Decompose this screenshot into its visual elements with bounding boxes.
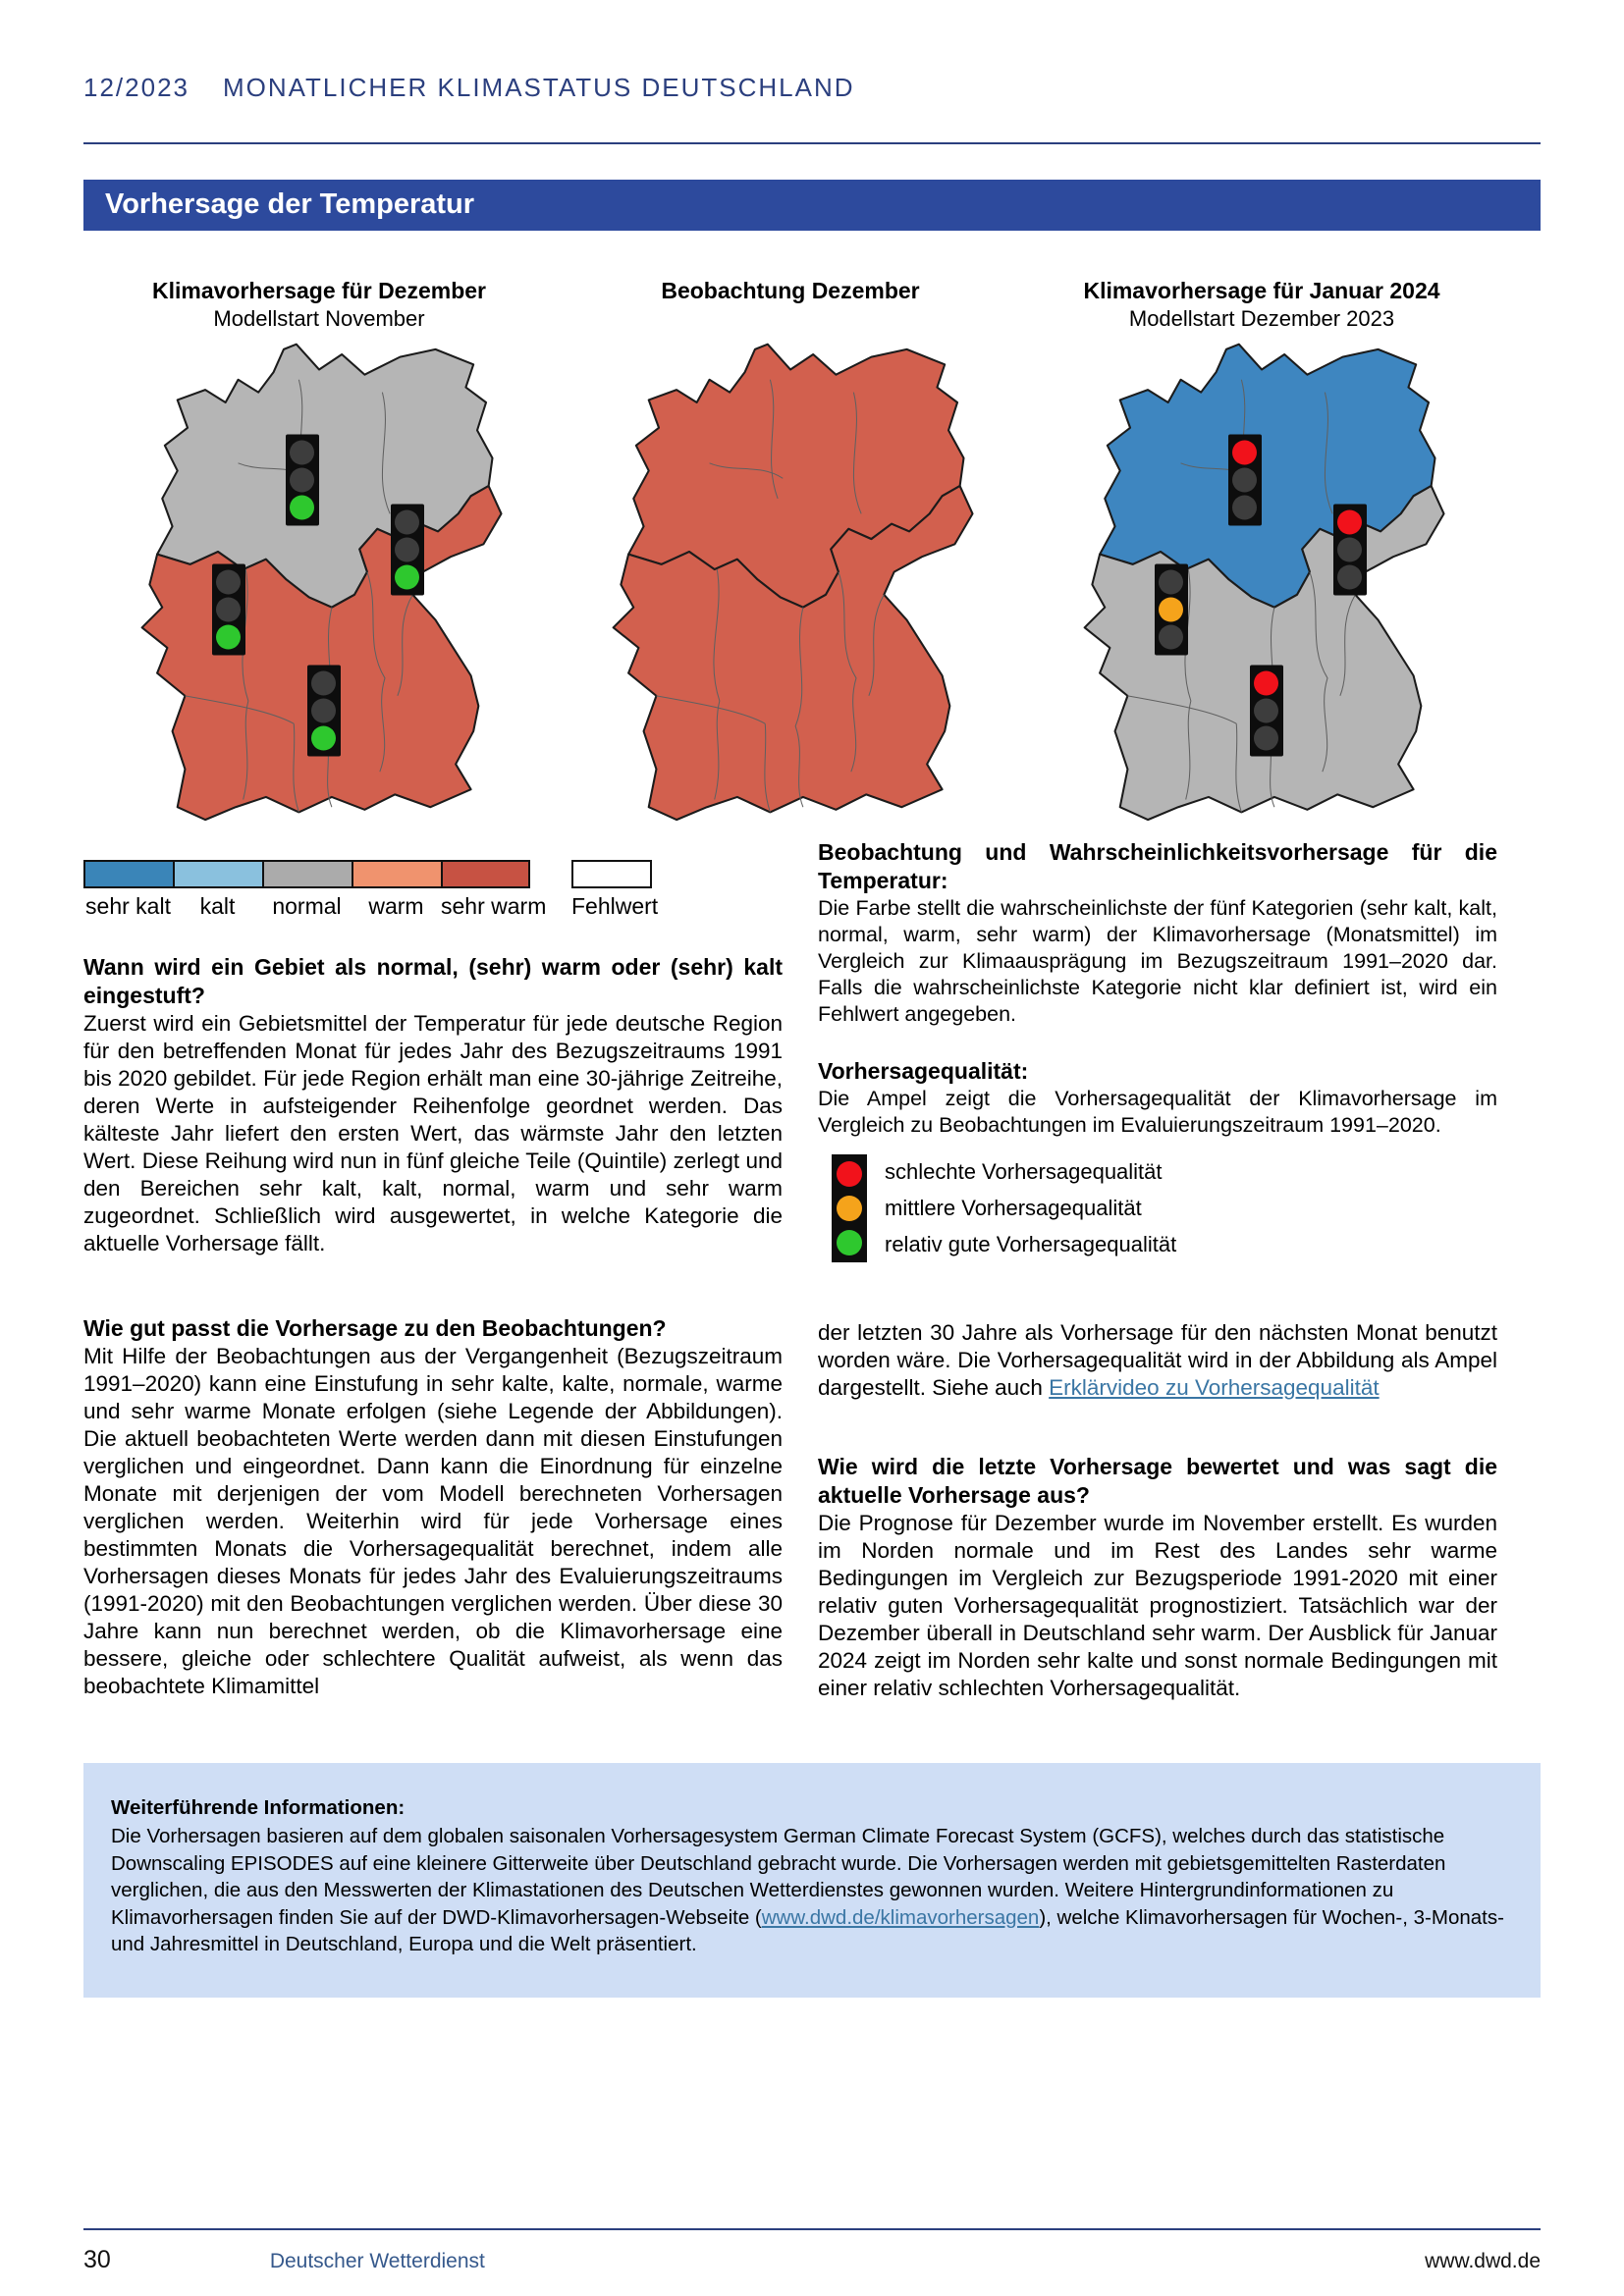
fehlwert-swatch xyxy=(571,860,652,888)
legend-item-normal xyxy=(262,860,352,920)
traffic-light-graphic xyxy=(832,1154,867,1262)
left-column xyxy=(83,832,783,1702)
section-body: Die Prognose für Dezember wurde im November erstellt. Es wurden im Norden normale und im Rest des Landes sehr warme Bedingungen im Vergleich zur Bezugsperiode 1991-2020 mit einer relativ guten Vorhersagequalität prognostiziert. Tatsächlich war der Dezember überall in Deutschland sehr warm. Der Ausblick für Januar 2024 zeigt im Norden sehr kalte und sonst normale Bedingungen mit einer relativ schlechten Vorhersagequalität. xyxy=(818,1511,1497,1700)
section-body: Zuerst wird ein Gebietsmittel der Temperatur für jede deutsche Region für den betreffenden Monat für jedes Jahr des Bezugszeitraums 1991 bis 2020 gebildet. Für jede Region erhält man eine 30-jährige Zeitreihe, deren Werte in aufsteigender Reihenfolge geordnet werden. Das kälteste Jahr liefert den ersten Wert, das wärmste Jahr den letzten Wert. Diese Reihung wird nun in fünf gleiche Teile (Quintile) zerlegt und den Bereichen sehr kalt, kalt, normal, warm und sehr warm zugeordnet. Schließlich wird ausgewertet, in welche Kategorie die aktuelle Vorhersage fällt. xyxy=(83,1011,783,1255)
section-einstufung xyxy=(83,953,783,1257)
inactive-light xyxy=(1254,726,1278,751)
traffic-light-east xyxy=(1333,505,1367,596)
map-panel-dezember-vorhersage xyxy=(83,276,555,832)
schlecht-active-light xyxy=(1254,671,1278,696)
section-letzte-vorhersage xyxy=(818,1453,1497,1702)
legend-label: kalt xyxy=(199,893,236,919)
mittel-active-light xyxy=(1159,597,1183,621)
legend-swatch xyxy=(173,860,262,888)
traffic-light-north xyxy=(1228,435,1262,526)
gut-active-light xyxy=(290,496,314,520)
section-banner-title: Vorhersage der Temperatur xyxy=(105,188,475,220)
legend-label-schlecht: schlechte Vorhersagequalität xyxy=(885,1159,1163,1185)
legend-item-sehr-warm xyxy=(441,860,547,920)
infobox-text-after: ), welche Klimavorhersagen für Wochen-, 3-Monats- und Jahresmittel in Deutschland, Europa und die Welt präsentiert. xyxy=(111,1905,1504,1955)
legend-swatch xyxy=(352,860,441,888)
legend-label-gut: relativ gute Vorhersagequalität xyxy=(885,1231,1177,1256)
inactive-light xyxy=(1159,569,1183,594)
header-rule xyxy=(83,142,1541,144)
map-subtitle: Modellstart Dezember 2023 xyxy=(1128,306,1395,331)
orange-light xyxy=(837,1196,862,1221)
inactive-light xyxy=(395,510,419,535)
legend-item-sehr-kalt xyxy=(83,860,173,920)
section-heading: Wie gut passt die Vorhersage zu den Beobachtungen? xyxy=(83,1315,667,1341)
legend-item-warm xyxy=(352,860,441,920)
section-heading: Wie wird die letzte Vorhersage bewertet und was sagt die aktuelle Vorhersage aus? xyxy=(818,1454,1497,1508)
legend-item-kalt xyxy=(173,860,262,920)
website-url: www.dwd.de xyxy=(1425,2250,1541,2272)
red-light xyxy=(837,1161,862,1187)
traffic-light-west xyxy=(212,563,245,655)
fehlwert-label: Fehlwert xyxy=(571,893,659,919)
inactive-light xyxy=(395,538,419,562)
traffic-light-legend xyxy=(832,1154,1497,1262)
temperature-color-legend xyxy=(83,860,783,920)
document-header xyxy=(83,0,1541,103)
germany-map-forecast-december xyxy=(113,337,525,832)
section-heading-vorhersagequalitaet: Vorhersagequalität: xyxy=(818,1058,1029,1084)
germany-map-forecast-january xyxy=(1056,337,1468,832)
erklaervideo-link[interactable]: Erklärvideo zu Vorhersagequalität xyxy=(1049,1375,1380,1400)
inactive-light xyxy=(290,441,314,465)
schlecht-active-light xyxy=(1232,441,1257,465)
inactive-light xyxy=(1337,565,1362,590)
inactive-light xyxy=(216,597,241,621)
section-body: Die Ampel zeigt die Vorhersagequalität der Klimavorhersage im Vergleich zu Beobachtungen im Evaluierungszeitraum 1991–2020. xyxy=(818,1087,1497,1137)
map-title: Beobachtung Dezember xyxy=(661,278,920,303)
two-column-layout xyxy=(83,832,1541,1702)
traffic-light-south xyxy=(1250,666,1283,757)
legend-label: sehr kalt xyxy=(85,893,171,919)
map-title: Klimavorhersage für Dezember xyxy=(151,278,486,303)
legend-item-fehlwert xyxy=(571,860,659,920)
continuation-text: der letzten 30 Jahre als Vorhersage für den nächsten Monat benutzt worden wäre. Die Vorhersagequalität wird in der Abbildung als Ampel dargestellt. Siehe auch xyxy=(818,1320,1497,1400)
page-footer xyxy=(83,2228,1541,2274)
issue-number: 12/2023 xyxy=(83,73,189,102)
document-title: MONATLICHER KLIMASTATUS DEUTSCHLAND xyxy=(222,73,855,102)
infobox-body xyxy=(111,1823,1513,1958)
inactive-light xyxy=(1254,699,1278,723)
map-panel-januar-vorhersage xyxy=(1026,276,1497,832)
dwd-klimavorhersagen-link[interactable]: www.dwd.de/klimavorhersagen xyxy=(761,1905,1040,1929)
inactive-light xyxy=(290,468,314,493)
inactive-light xyxy=(1232,496,1257,520)
section-heading-beobachtung-wahrscheinlichkeit: Beobachtung und Wahrscheinlichkeitsvorhersage für die Temperatur: xyxy=(818,839,1497,893)
traffic-light-south xyxy=(307,666,341,757)
legend-label: warm xyxy=(368,893,424,919)
legend-swatch xyxy=(262,860,352,888)
gut-active-light xyxy=(311,726,336,751)
section-body: Die Farbe stellt die wahrscheinlichste der fünf Kategorien (sehr kalt, kalt, normal, warm, sehr warm) der Klimavorhersage (Monatsmittel) im Vergleich zur Klimaausprägung im Bezugszeitraum 1991–2020 dar. Falls die wahrscheinlichste Kategorie nicht klar definiert ist, wird ein Fehlwert angegeben. xyxy=(818,896,1497,1026)
gut-active-light xyxy=(216,624,241,649)
gut-active-light xyxy=(395,565,419,590)
legend-strip xyxy=(83,860,547,920)
traffic-light-labels xyxy=(885,1154,1176,1262)
inactive-light xyxy=(1159,624,1183,649)
map-title: Klimavorhersage für Januar 2024 xyxy=(1083,278,1440,303)
traffic-light-north xyxy=(286,435,319,526)
section-continuation xyxy=(818,1319,1497,1402)
maps-row xyxy=(83,276,1541,832)
section-body: Mit Hilfe der Beobachtungen aus der Vergangenheit (Bezugszeitraum 1991–2020) kann eine Einstufung in sehr kalte, kalte, normale, warme und sehr warme Monate erfolgen (siehe Legende der Abbildungen). Die aktuell beobachteten Werte werden dann mit diesen Einstufungen verglichen und eingeordnet. Dann kann die Einordnung für einzelne Monate mit derjenigen der vom Modell berechneten Vorhersagen verglichen werden. Weiterhin wird für jede Vorhersage eines bestimmten Monats die Vorhersagequalität berechnet, indem alle Vorhersagen dieses Monats für jedes Jahr des Evaluierungszeitraums (1991-2020) mit den Beobachtungen verglichen werden. Über diese 30 Jahre kann nun berechnet werden, ob die Klimavorhersage eine bessere, gleiche oder schlechtere Qualität aufweist, als wenn das beobachtete Klimamittel xyxy=(83,1344,783,1698)
infobox-heading: Weiterführende Informationen: xyxy=(111,1796,406,1819)
inactive-light xyxy=(311,699,336,723)
legend-label: sehr warm xyxy=(441,893,547,919)
map-subtitle: Modellstart November xyxy=(213,306,425,331)
legend-label-mittel: mittlere Vorhersagequalität xyxy=(885,1195,1142,1220)
infobox-text-before: Die Vorhersagen basieren auf dem globalen saisonalen Vorhersagesystem German Climate Forecast System (GCFS), welches durch das statistische Downscaling EPISODES auf eine kleinere Gitterweite über Deutschland gebracht wurde. Die Vorhersagen werden mit gebietsgemittelten Rasterdaten verglichen, die aus den Messwerten der Klimastationen des Deutschen Wetterdienstes gewonnen wurden. Weitere Hintergrundinformationen zu Klimavorhersagen finden Sie auf der DWD-Klimavorhersagen-Webseite ( xyxy=(111,1825,1446,1929)
section-banner xyxy=(83,180,1541,231)
right-column xyxy=(818,832,1497,1702)
inactive-light xyxy=(1232,468,1257,493)
legend-label: normal xyxy=(272,893,342,919)
inactive-light xyxy=(1337,538,1362,562)
map-panel-dezember-beobachtung xyxy=(555,276,1026,832)
further-information-box xyxy=(83,1763,1541,1998)
traffic-light-west xyxy=(1155,563,1188,655)
legend-swatch xyxy=(83,860,173,888)
page-number: 30 xyxy=(83,2246,111,2273)
section-body xyxy=(818,1319,1497,1402)
schlecht-active-light xyxy=(1337,510,1362,535)
publisher-name: Deutscher Wetterdienst xyxy=(269,2250,485,2272)
inactive-light xyxy=(311,671,336,696)
inactive-light xyxy=(216,569,241,594)
section-vorhersage-beobachtungen xyxy=(83,1314,783,1700)
germany-map-observation-december xyxy=(584,337,997,832)
traffic-light-east xyxy=(391,505,424,596)
green-light xyxy=(837,1230,862,1255)
section-heading: Wann wird ein Gebiet als normal, (sehr) warm oder (sehr) kalt eingestuft? xyxy=(83,954,783,1008)
legend-swatch xyxy=(441,860,530,888)
